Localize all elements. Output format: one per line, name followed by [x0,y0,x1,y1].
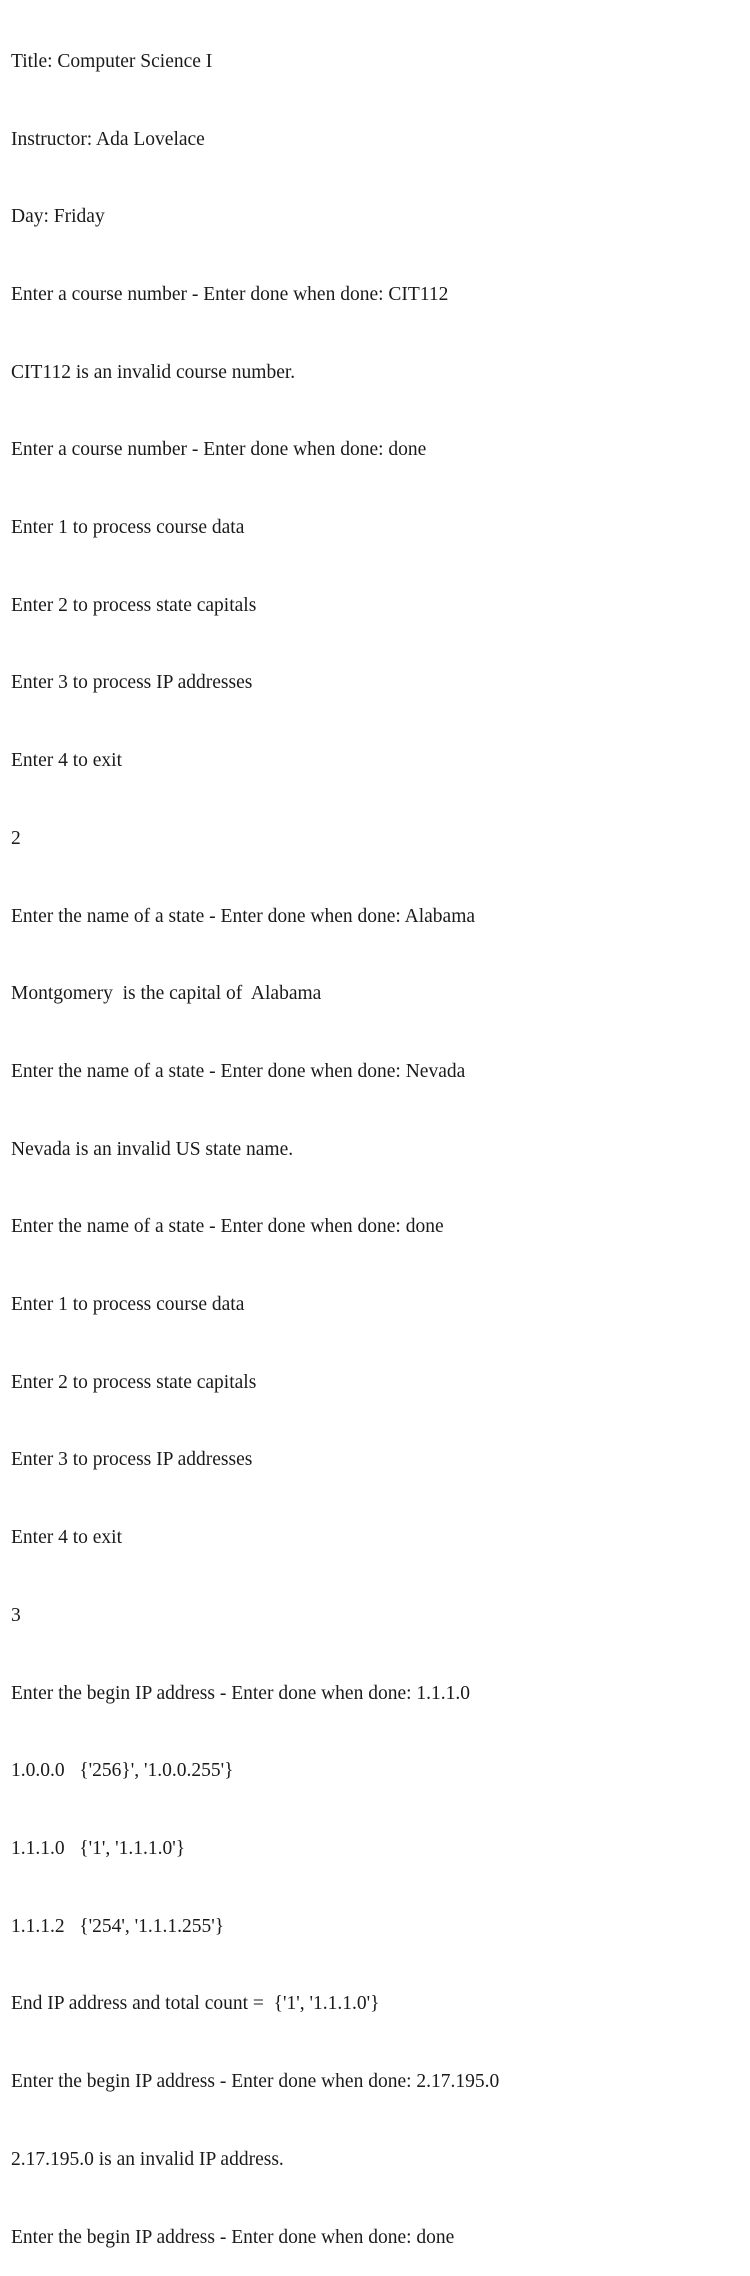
console-line-course-error: CIT112 is an invalid course number. [11,361,296,383]
console-line-user-choice: 2 [11,827,21,849]
console-line-course-prompt: Enter a course number - Enter done when done: CIT112 [11,283,449,305]
console-line-ip-prompt: Enter the begin IP address - Enter done when done: 1.1.1.0 [11,1682,471,1704]
console-line-menu-4: Enter 4 to exit [11,1527,123,1549]
console-line-day: Day: Friday [11,206,105,228]
console-line-menu-3: Enter 3 to process IP addresses [11,1449,253,1471]
console-line-state-prompt: Enter the name of a state - Enter done when done: Alabama [11,905,476,927]
console-line-ip-error: 2.17.195.0 is an invalid IP address. [11,2148,284,2170]
console-line-ip-result: 1.1.1.0 {'1', '1.1.1.0'} [11,1837,186,1859]
console-line-ip-prompt-done: Enter the begin IP address - Enter done when done: done [11,2226,455,2248]
console-line-state-result: Montgomery is the capital of Alabama [11,983,322,1005]
console-line-course-prompt-done: Enter a course number - Enter done when done: done [11,439,427,461]
console-line-menu-1: Enter 1 to process course data [11,517,245,539]
console-line-title: Title: Computer Science I [11,50,213,72]
console-line-menu-1: Enter 1 to process course data [11,1294,245,1316]
console-line-state-error: Nevada is an invalid US state name. [11,1138,294,1160]
console-line-state-prompt: Enter the name of a state - Enter done when done: Nevada [11,1060,466,1082]
console-output [11,0,750,2276]
console-line-state-prompt-done: Enter the name of a state - Enter done when done: done [11,1216,444,1238]
console-line-menu-3: Enter 3 to process IP addresses [11,672,253,694]
console-line-menu-2: Enter 2 to process state capitals [11,594,257,616]
console-line-ip-result: 1.1.1.2 {'254', '1.1.1.255'} [11,1915,225,1937]
console-line-ip-summary: End IP address and total count = {'1', '1.1.1.0'} [11,1993,380,2015]
console-line-menu-4: Enter 4 to exit [11,750,123,772]
console-line-instructor: Instructor: Ada Lovelace [11,128,205,150]
console-line-user-choice: 3 [11,1604,21,1626]
console-line-ip-result: 1.0.0.0 {'256}', '1.0.0.255'} [11,1760,234,1782]
console-line-menu-2: Enter 2 to process state capitals [11,1371,257,1393]
console-line-ip-prompt: Enter the begin IP address - Enter done when done: 2.17.195.0 [11,2071,500,2093]
